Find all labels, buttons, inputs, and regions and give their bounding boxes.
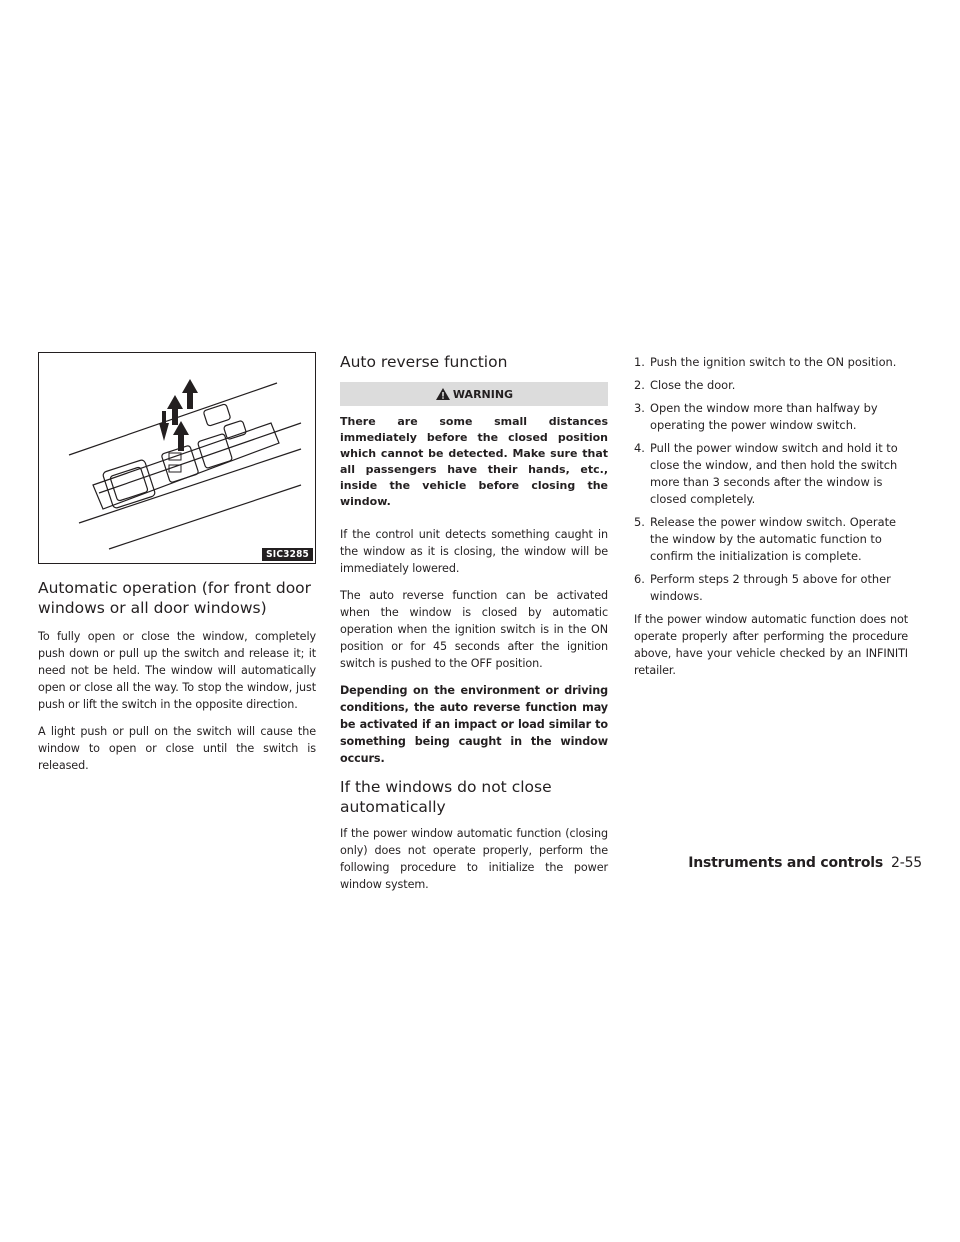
warning-box — [340, 382, 608, 510]
list-item: 1. Push the ignition switch to the ON position. — [634, 355, 897, 369]
power-window-switch-illustration — [39, 353, 315, 563]
paragraph: If the control unit detects something caught in the window as it is closing, the window will be immediately lowered. — [340, 528, 608, 575]
left-column — [38, 352, 316, 784]
list-item: 5. Release the power window switch. Operate the window by the automatic function to confirm the initialization is complete. — [634, 515, 897, 563]
list-item: 6. Perform steps 2 through 5 above for other windows. — [634, 572, 891, 603]
figure-code: SIC3285 — [262, 548, 313, 561]
page-footer — [688, 855, 922, 871]
procedure-steps — [634, 354, 908, 605]
list-item: 4. Pull the power window switch and hold it to close the window, and then hold the switch more than 3 seconds after the window is closed completely. — [634, 441, 898, 506]
paragraph: The auto reverse function can be activated when the window is closed by automatic operation when the ignition switch is in the ON position or for 45 seconds after the ignition switch is pushed to the OFF position. — [340, 589, 608, 670]
section-heading-windows-do-not-close: If the windows do not close automatically — [340, 778, 552, 816]
list-item: 3. Open the window more than halfway by operating the power window switch. — [634, 401, 878, 432]
warning-label: WARNING — [452, 387, 514, 401]
warning-triangle-icon — [435, 387, 451, 401]
paragraph: If the power window automatic function (closing only) does not operate properly, perform the following procedure to initialize the power window system. — [340, 827, 608, 891]
page-number: 2-55 — [891, 855, 922, 871]
warning-header — [340, 382, 608, 406]
section-heading-auto-reverse: Auto reverse function — [340, 353, 508, 371]
bold-paragraph: Depending on the environment or driving conditions, the auto reverse function may be activated if an impact or load similar to something being caught in the window occurs. — [340, 684, 608, 765]
power-window-switch-figure — [38, 352, 316, 564]
paragraph: A light push or pull on the switch will cause the window to open or close until the switch is released. — [38, 725, 316, 772]
warning-text: There are some small distances immediately before the closed position which cannot be detected. Make sure that all passengers have their hands, etc., inside the vehicle before closing the window. — [340, 415, 608, 508]
paragraph: If the power window automatic function does not operate properly after performing the procedure above, have your vehicle checked by an INFINITI retailer. — [634, 613, 908, 677]
right-column — [634, 354, 908, 689]
middle-column — [340, 352, 608, 903]
list-item: 2. Close the door. — [634, 378, 736, 392]
section-heading-automatic-operation: Automatic operation (for front door windows or all door windows) — [38, 579, 312, 617]
footer-section-title: Instruments and controls — [688, 855, 884, 871]
paragraph: To fully open or close the window, completely push down or pull up the switch and release it; it need not be held. The window will automatically open or close all the way. To stop the window, just push or lift the switch in the opposite direction. — [38, 630, 316, 711]
